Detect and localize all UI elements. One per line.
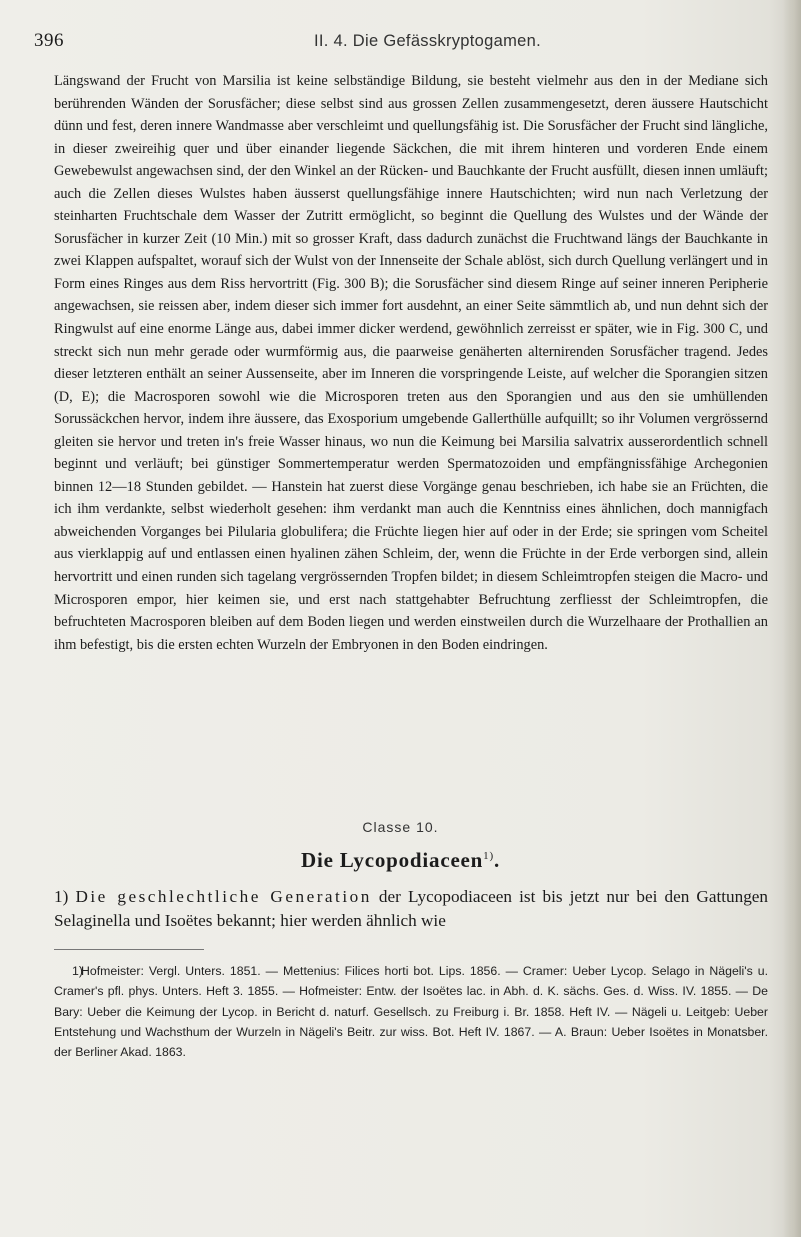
- footnote-marker: 1): [72, 964, 83, 978]
- section-heading: Die Lycopodiaceen$^{1)}$.: [300, 848, 500, 872]
- page-edge-shadow: [783, 0, 801, 1237]
- intro-number: 1): [54, 887, 69, 906]
- footnote-reference: 1): [483, 850, 494, 862]
- footnote-text: Hofmeister: Vergl. Unters. 1851. — Mettenius: Filices horti bot. Lips. 1856. — Cramer: Ueber Lycop. Selago in Nägeli's u. Cramer's pfl. phys. Unters. Heft 3. 1855. — Hofmeister: Entw. der Isoëtes lac. in Abh. d. K. sächs. Ges. d. Wiss. IV. 1855. — De Bary: Ueber die Keimung der Lycop. in Bericht d. naturf. Gesellsch. zu Freiburg i. Br. 1858. Heft IV. — Nägeli u. Leitgeb: Ueber Entstehung und Wachsthum der Wurzeln in Nägeli's Beitr. zur wiss. Bot. Heft IV. 1867. — A. Braun: Ueber Isoëtes in Monatsber. der Berliner Akad. 1863.: [54, 964, 768, 1060]
- body-paragraph: Längswand der Frucht von Marsilia ist keine selbständige Bildung, sie besteht vielmehr aus den in der Mediane sich berührenden Wänden der Sorusfächer; diese selbst sind aus grossen Zellen zusammengesetzt, deren äussere Hautschicht dünn und fest, deren innere Wandmasse aber verschleimt und quellungsfähig ist. Die Sorusfächer der Frucht sind längliche, in dieser zweireihig quer und über einander liegende Säckchen, die mit ihrem hinteren und vorderen Ende einem Gewebewulst angewachsen sind, der den Winkel an der Rücken- und Bauchkante der Frucht ausfüllt, diesen innen umläuft; auch die Zellen dieses Wulstes haben äusserst quellungsfähige innere Hautschichten; wird nun nach Verletzung der steinharten Fruchtschale dem Wasser der Zutritt ermöglicht, so beginnt die Quellung des Wulstes und der Wände der Sorusfächer in kurzer Zeit (10 Min.) mit so grosser Kraft, dass dadurch zunächst die Fruchtwand längs der Bauchkante in zwei Klappen aufspaltet, worauf sich der Wulst von der Innenseite der Schale ablöst, sich durch Quellung verlängert und in Form eines Ringes aus dem Riss hervortritt (Fig. 300 B); die Sorusfächer sind diesem Ringe auf seiner inneren Peripherie angewachsen, sie reissen aber, indem dieser sich immer fort ausdehnt, an einer Seite sämmtlich ab, und nun dehnt sich der Ringwulst auf eine enorme Länge aus, dabei immer dicker werdend, gewöhnlich zerreisst er später, wie in Fig. 300 C, und streckt sich nun mehr gerade oder wurmförmig aus, die paarweise genäherten alternirenden Sorusfächer tragend. Jedes dieser letzteren enthält an seiner Aussenseite, aber im Inneren die vorspringende Leiste, auf welcher die Sporangien sitzen (D, E); die Macrosporen sowohl wie die Microsporen treten aus den Sporangien und aus den sie umhüllenden Sorussäckchen hervor, indem ihre äussere, das Exosporium umgebende Gallerthülle aufquillt; so ihr Volumen vergrössernd gleiten sie hervor und treten in's freie Wasser hinaus, wo nun die Keimung bei Marsilia salvatrix ausserordentlich schnell beginnt und verläuft; bei günstiger Sommertemperatur werden Spermatozoiden und empfängnissfähige Archegonien binnen 12—18 Stunden gebildet. — Hanstein hat zuerst diese Vorgänge genau beschrieben, ich habe sie an Früchten, die ich ihm verdankte, selbst wiederholt gesehen: ihm verdankt man auch die Kenntniss eines ähnlichen, doch mannigfach abweichenden Vorganges bei Pilularia globulifera; die Früchte liegen hier auf oder in der Erde; sie springen vom Scheitel aus vierklappig auf und entlassen einen hyalinen zähen Schleim, der, wenn die Früchte in der Erde verborgen sind, allein hervortritt und einen runden sich tagelang vergrössernden Tropfen bildet; in diesem Schleimtropfen steigen die Macro- und Microsporen empor, hier keimen sie, und erst nach stattgehabter Befruchtung zerfliesst der Schleimtropfen, die befruchteten Macrosporen bleiben auf dem Boden liegen und werden einstweilen durch die Wurzelhaare der Prothallien an ihm befestigt, bis die ersten echten Wurzeln der Embryonen in den Boden eindringen.: [54, 73, 768, 653]
- footnote: [54, 961, 768, 1062]
- intro-rest: der Lycopodiaceen ist bis jetzt nur bei den Gattungen Selaginella und Isoëtes bekannt; hier werden ähnlich wie: [54, 887, 769, 930]
- page-number: 396: [34, 30, 64, 51]
- running-head: II. 4. Die Gefässkryptogamen.: [314, 32, 541, 50]
- section-heading-text: Die Lycopodiaceen: [300, 848, 484, 872]
- class-label: Classe 10.: [362, 819, 439, 835]
- intro-spaced-term: Die geschlechtliche Generation: [75, 887, 372, 906]
- intro-paragraph: [54, 885, 768, 933]
- page-header: [34, 30, 754, 58]
- footnote-divider: [54, 949, 204, 950]
